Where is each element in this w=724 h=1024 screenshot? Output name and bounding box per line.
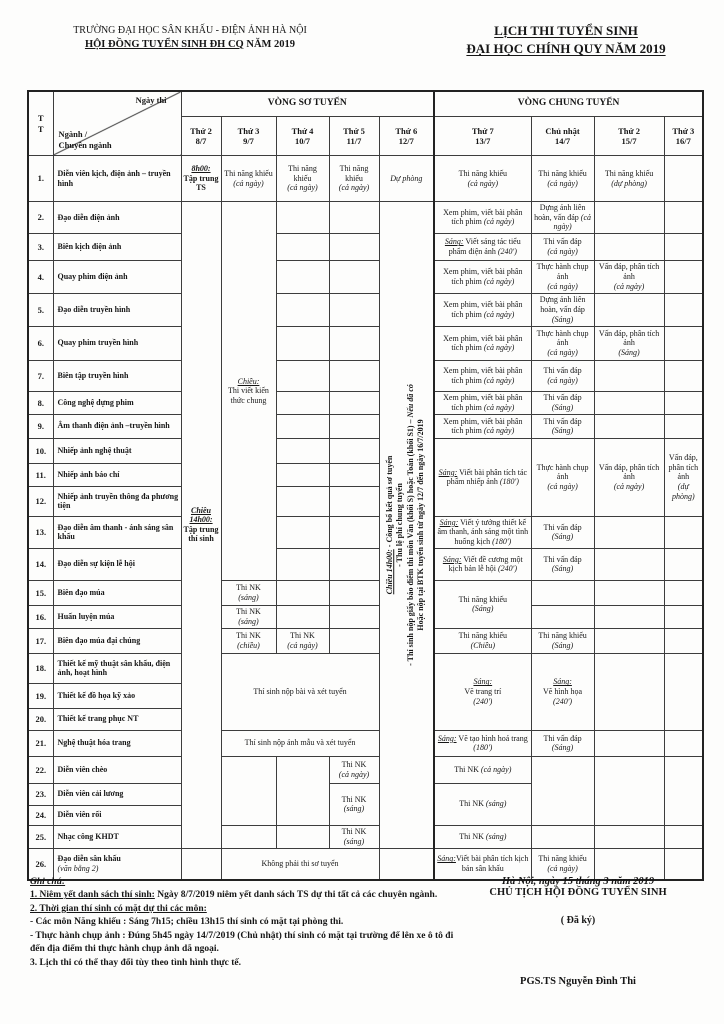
schedule-cell-col6 [329, 414, 379, 438]
document-title [420, 22, 712, 58]
title-line1: LỊCH THI TUYỂN SINH [494, 23, 638, 38]
schedule-cell-col8: Xem phim, viết bài phân tích phim (cả ngày) [434, 414, 531, 438]
schedule-cell-col6 [329, 463, 379, 486]
footnote-line: - Thực hành chụp ảnh : Đúng 5h45 ngày 14/7/2019 (Chủ nhật) thí sinh có mặt tại trường để lên xe ô tô đi đến địa điểm thi thực hành chụp ảnh dã ngoại. [30, 930, 454, 955]
schedule-cell-col8: Thi năng khiếu (Chiều) [434, 628, 531, 653]
schedule-cell-col4: Chiều: Thi viết kiến thức chung [221, 202, 276, 581]
schedule-cell-col9 [531, 756, 594, 825]
schedule-cell-col6 [329, 516, 379, 548]
major-name: Nhạc công KHDT [53, 825, 181, 848]
schedule-cell-col11 [664, 293, 703, 326]
row-number: 14. [28, 548, 53, 580]
day-header-4: Thứ 5 11/7 [329, 117, 379, 156]
schedule-cell-col11 [664, 260, 703, 293]
council-name: HỘI ĐỒNG TUYỂN SINH ĐH CQ NĂM 2019 [84, 38, 296, 50]
schedule-cell-col11 [664, 580, 703, 605]
schedule-cell-col9: Sáng: Vẽ hình họa (240') [531, 653, 594, 730]
schedule-cell-col8: Xem phim, viết bài phân tích phim (cả ngày) [434, 326, 531, 360]
schedule-cell-col8: Sáng: Vẽ trang trí (240') [434, 653, 531, 730]
schedule-cell-col6 [329, 628, 379, 653]
schedule-cell-col10 [594, 414, 664, 438]
schedule-cell-col5 [276, 580, 329, 605]
schedule-cell-col10 [594, 391, 664, 414]
schedule-cell-col11 [664, 414, 703, 438]
row-number: 4. [28, 260, 53, 293]
row-number: 12. [28, 486, 53, 516]
university-header [40, 24, 340, 52]
schedule-cell-col8: Xem phim, viết bài phân tích phim (cả ngày) [434, 293, 531, 326]
schedule-cell-col6: Thi NK (cả ngày) [329, 756, 379, 783]
major-name: Thiết kế mỹ thuật sân khấu, điện ảnh, hoạt hình [53, 653, 181, 683]
schedule-row [28, 156, 703, 202]
schedule-cell-col9: Thực hành chụp ảnh (cả ngày) [531, 326, 594, 360]
schedule-cell-col4: Thi năng khiếu (cả ngày) [221, 156, 276, 202]
schedule-row [28, 756, 703, 783]
schedule-cell-col6 [329, 233, 379, 260]
schedule-cell-col11 [664, 360, 703, 391]
schedule-cell-col8: Thi NK (cả ngày) [434, 756, 531, 783]
schedule-cell-col5: Thi năng khiếu (cả ngày) [276, 156, 329, 202]
schedule-cell-col8: Thi NK (sáng) [434, 825, 531, 848]
row-number: 3. [28, 233, 53, 260]
schedule-cell-col10 [594, 825, 664, 848]
schedule-cell-col6 [329, 360, 379, 391]
schedule-cell-col8: Xem phim, viết bài phân tích phim (cả ngày) [434, 391, 531, 414]
major-name: Quay phim điện ảnh [53, 260, 181, 293]
major-name: Huấn luyện múa [53, 605, 181, 628]
schedule-cell-col10: Vấn đáp, phân tích ảnh (Sáng) [594, 326, 664, 360]
schedule-cell-col5 [276, 605, 329, 628]
footnote-line: Ghi chú: [30, 877, 66, 887]
major-name: Đạo diễn truyền hình [53, 293, 181, 326]
schedule-cell-col11 [664, 391, 703, 414]
schedule-cell-col8: Sáng: Viết đề cương một kịch bản lễ hội (240') [434, 548, 531, 580]
schedule-cell-col4 [221, 825, 276, 848]
schedule-cell-col6 [329, 605, 379, 628]
schedule-cell-col11 [664, 653, 703, 730]
row-number: 26. [28, 848, 53, 880]
major-name: Biên đạo múa đại chúng [53, 628, 181, 653]
major-name: Diễn viên chèo [53, 756, 181, 783]
schedule-cell-col10 [594, 293, 664, 326]
schedule-cell-col9: Thi vấn đáp (Sáng) [531, 391, 594, 414]
schedule-cell-col4: Không phải thi sơ tuyển [221, 848, 379, 880]
row-number: 11. [28, 463, 53, 486]
schedule-cell-col10 [594, 756, 664, 825]
schedule-cell-col5 [276, 233, 329, 260]
major-name: Công nghệ dựng phim [53, 391, 181, 414]
day-header-5: Thứ 6 12/7 [379, 117, 434, 156]
schedule-cell-col6 [329, 548, 379, 580]
major-name: Thiết kế đồ họa kỹ xảo [53, 683, 181, 708]
schedule-row [28, 293, 703, 326]
major-name: Đạo diễn âm thanh - ánh sáng sân khấu [53, 516, 181, 548]
schedule-cell-col10 [594, 580, 664, 605]
schedule-cell-col8: Sáng:Viết bài phân tích kịch bản sân khấu [434, 848, 531, 880]
schedule-row [28, 605, 703, 628]
schedule-row [28, 260, 703, 293]
schedule-cell-col6 [329, 293, 379, 326]
schedule-row [28, 516, 703, 548]
schedule-cell-col9: Dựng ảnh liên hoàn, vấn đáp (Sáng) [531, 293, 594, 326]
major-name: Nhiếp ảnh nghệ thuật [53, 438, 181, 463]
row-number: 15. [28, 580, 53, 605]
schedule-cell-col6 [329, 260, 379, 293]
row-number: 10. [28, 438, 53, 463]
schedule-row [28, 628, 703, 653]
schedule-cell-col8: Thi năng khiếu (cả ngày) [434, 156, 531, 202]
row-number: 1. [28, 156, 53, 202]
schedule-cell-col11 [664, 326, 703, 360]
schedule-cell-col11 [664, 516, 703, 548]
row-number: 16. [28, 605, 53, 628]
schedule-cell-col11 [664, 756, 703, 825]
schedule-row [28, 233, 703, 260]
row-number: 6. [28, 326, 53, 360]
day-header-6: Thứ 7 13/7 [434, 117, 531, 156]
schedule-row [28, 414, 703, 438]
schedule-cell-col6 [329, 326, 379, 360]
schedule-cell-col5 [276, 414, 329, 438]
schedule-cell-col5 [276, 360, 329, 391]
day-header-8: Thứ 2 15/7 [594, 117, 664, 156]
schedule-cell-col8: Thi NK (sáng) [434, 783, 531, 825]
schedule-cell-col7: Dự phòng [379, 156, 434, 202]
schedule-cell-col9: Thi năng khiếu (cả ngày) [531, 156, 594, 202]
major-name: Biên kịch điện ảnh [53, 233, 181, 260]
title-line2: ĐẠI HỌC CHÍNH QUY NĂM 2019 [466, 41, 666, 57]
schedule-cell-col11 [664, 548, 703, 580]
day-header-1: Thứ 2 8/7 [181, 117, 221, 156]
major-name: Nhiếp ảnh báo chí [53, 463, 181, 486]
schedule-cell-col9: Thi vấn đáp (cả ngày) [531, 233, 594, 260]
schedule-cell-col11 [664, 825, 703, 848]
schedule-cell-col9 [531, 580, 594, 605]
schedule-cell-col9: Thi vấn đáp (Sáng) [531, 548, 594, 580]
major-name: Biên tập truyền hình [53, 360, 181, 391]
footnote-line: 1. Niêm yết danh sách thí sinh: Ngày 8/7/2019 niêm yết danh sách TS dự thi tất cả các chuyên ngành. [30, 890, 438, 901]
signature-block [452, 876, 704, 987]
major-name: Âm thanh điện ảnh –truyền hình [53, 414, 181, 438]
schedule-row [28, 825, 703, 848]
exam-schedule-table [27, 90, 704, 881]
schedule-cell-col6 [329, 391, 379, 414]
corner-label-nganh: Ngành / Chuyên ngành [58, 128, 112, 150]
row-number: 24. [28, 805, 53, 825]
major-name: Diễn viên cải lương [53, 783, 181, 805]
row-number: 20. [28, 708, 53, 730]
schedule-cell-col10 [594, 516, 664, 548]
row-number: 5. [28, 293, 53, 326]
schedule-cell-col7 [379, 202, 434, 849]
schedule-cell-col6 [329, 202, 379, 234]
schedule-cell-col11 [664, 628, 703, 653]
major-name: Biên đạo múa [53, 580, 181, 605]
major-name: Đạo diễn điện ảnh [53, 202, 181, 234]
schedule-cell-col8: Sáng: Vẽ tạo hình hoá trang (180') [434, 730, 531, 756]
row-number: 22. [28, 756, 53, 783]
schedule-cell-col5 [276, 516, 329, 548]
row-number: 21. [28, 730, 53, 756]
round1-announcement-rotated-text: Chiều 14h00: - Công bố kết quả sơ tuyển - Thu lệ phí chung tuyển - Thí sinh nộp giấy báo điểm thi môn Văn (khối S) hoặc Toán (khối S1) – Nếu đã có Hoặc nộp tại BTK tuyển sinh từ ngày 12/7 đến ngày 16/7/2019 [385, 384, 426, 666]
schedule-cell-col5 [276, 391, 329, 414]
col-header-tt: TT [28, 91, 53, 156]
schedule-cell-col11 [664, 156, 703, 202]
schedule-row [28, 580, 703, 605]
day-header-3: Thứ 4 10/7 [276, 117, 329, 156]
schedule-cell-col4 [221, 756, 276, 825]
row-number: 2. [28, 202, 53, 234]
schedule-cell-col8: Sáng: Viết sáng tác tiểu phẩm điện ảnh (240') [434, 233, 531, 260]
signature-signed: ( Đã ký) [560, 915, 596, 926]
signature-place-date: Hà Nội, ngày 15 tháng 3 năm 2019 [501, 876, 655, 887]
schedule-row [28, 202, 703, 234]
schedule-cell-col11 [664, 730, 703, 756]
schedule-cell-col6: Thi NK (sáng) [329, 825, 379, 848]
schedule-cell-col11 [664, 202, 703, 234]
schedule-cell-col5 [276, 486, 329, 516]
schedule-cell-col9: Thi vấn đáp (Sáng) [531, 516, 594, 548]
schedule-cell-col5 [276, 202, 329, 234]
major-name: Nghệ thuật hóa trang [53, 730, 181, 756]
schedule-cell-col10 [594, 653, 664, 730]
schedule-cell-col5: Thi NK (cả ngày) [276, 628, 329, 653]
schedule-cell-col5 [276, 438, 329, 463]
row-number: 13. [28, 516, 53, 548]
major-name: Thiết kế trang phục NT [53, 708, 181, 730]
row-number: 17. [28, 628, 53, 653]
schedule-cell-col6: Thi năng khiếu (cả ngày) [329, 156, 379, 202]
schedule-cell-col6: Thi NK (sáng) [329, 783, 379, 825]
university-name: TRƯỜNG ĐẠI HỌC SÂN KHẤU - ĐIỆN ẢNH HÀ NỘI [73, 25, 307, 36]
schedule-cell-col11: Vấn đáp, phân tích ảnh (dự phòng) [664, 438, 703, 516]
major-name: Quay phim truyền hình [53, 326, 181, 360]
schedule-cell-col3: 8h00: Tập trung TS [181, 156, 221, 202]
schedule-cell-col5 [276, 326, 329, 360]
major-name: Đạo diễn sự kiện lễ hội [53, 548, 181, 580]
schedule-cell-col10 [594, 360, 664, 391]
footnotes [30, 876, 460, 970]
schedule-cell-col10 [594, 202, 664, 234]
footnote-line: - Các môn Năng khiếu : Sáng 7h15; chiều 13h15 thí sinh có mặt tại phòng thi. [30, 917, 344, 928]
schedule-cell-col9: Thi vấn đáp (Sáng) [531, 730, 594, 756]
schedule-cell-col10 [594, 548, 664, 580]
schedule-cell-col10 [594, 605, 664, 628]
schedule-cell-col10: Thi năng khiếu (dự phòng) [594, 156, 664, 202]
schedule-cell-col4: Thi NK (sáng) [221, 605, 276, 628]
major-name: Đạo diễn sân khấu (văn bằng 2) [53, 848, 181, 880]
schedule-cell-col8: Xem phim, viết bài phân tích phim (cả ngày) [434, 260, 531, 293]
schedule-cell-col6 [329, 580, 379, 605]
schedule-cell-col9: Thực hành chụp ảnh (cả ngày) [531, 260, 594, 293]
schedule-cell-col5 [276, 756, 329, 825]
schedule-cell-col8: Sáng: Viết bài phân tích tác phẩm nhiếp ảnh (180') [434, 438, 531, 516]
day-header-2: Thứ 3 9/7 [221, 117, 276, 156]
schedule-cell-col5 [276, 293, 329, 326]
day-header-7: Chủ nhật 14/7 [531, 117, 594, 156]
row-number: 7. [28, 360, 53, 391]
schedule-cell-col9 [531, 605, 594, 628]
schedule-cell-col6 [329, 438, 379, 463]
schedule-cell-col3: Chiều 14h00: Tập trung thí sinh [181, 202, 221, 849]
schedule-row [28, 438, 703, 463]
schedule-row [28, 391, 703, 414]
schedule-cell-col8: Xem phim, viết bài phân tích phim (cả ngày) [434, 360, 531, 391]
col-header-nganh-ngaythi [53, 91, 181, 156]
schedule-row [28, 326, 703, 360]
schedule-cell-col10 [594, 730, 664, 756]
schedule-cell-col10 [594, 233, 664, 260]
schedule-cell-col11 [664, 233, 703, 260]
major-name: Diễn viên rối [53, 805, 181, 825]
schedule-cell-col4: Thí sinh nộp bài và xét tuyển [221, 653, 379, 730]
row-number: 25. [28, 825, 53, 848]
row-number: 8. [28, 391, 53, 414]
schedule-cell-col6 [329, 486, 379, 516]
corner-label-ngay-thi: Ngày thi [135, 95, 167, 105]
footnote-line: 3. Lịch thi có thể thay đổi tùy theo tình hình thực tế. [30, 957, 242, 968]
schedule-cell-col4: Thí sinh nộp ảnh mẫu và xét tuyển [221, 730, 379, 756]
schedule-row [28, 548, 703, 580]
schedule-cell-col9: Thi năng khiếu (Sáng) [531, 628, 594, 653]
schedule-cell-col9: Dựng ảnh liên hoàn, vấn đáp (cả ngày) [531, 202, 594, 234]
header-round-row [28, 91, 703, 117]
schedule-cell-col9: Thi vấn đáp (Sáng) [531, 414, 594, 438]
schedule-row [28, 360, 703, 391]
schedule-cell-col5 [276, 825, 329, 848]
schedule-cell-col5 [276, 463, 329, 486]
schedule-cell-col8: Sáng: Viết ý tưởng thiết kế âm thanh, ánh sáng một tình huống kịch (180') [434, 516, 531, 548]
schedule-cell-col8: Xem phim, viết bài phân tích phim (cả ngày) [434, 202, 531, 234]
round2-header: VÒNG CHUNG TUYỂN [434, 91, 703, 117]
day-header-9: Thứ 3 16/7 [664, 117, 703, 156]
schedule-cell-col10 [594, 628, 664, 653]
schedule-cell-col5 [276, 260, 329, 293]
round1-header: VÒNG SƠ TUYỂN [181, 91, 434, 117]
row-number: 9. [28, 414, 53, 438]
schedule-cell-col4: Thi NK (chiều) [221, 628, 276, 653]
row-number: 18. [28, 653, 53, 683]
schedule-cell-col9 [531, 825, 594, 848]
schedule-cell-col10: Vấn đáp, phân tích ảnh (cả ngày) [594, 438, 664, 516]
row-number: 19. [28, 683, 53, 708]
footnote-line: 2. Thời gian thí sinh có mặt dự thi các môn: [30, 903, 207, 914]
major-name: Diễn viên kịch, điện ảnh – truyền hình [53, 156, 181, 202]
signature-role: CHỦ TỊCH HỘI ĐỒNG TUYỂN SINH [489, 887, 667, 898]
schedule-cell-col10: Vấn đáp, phân tích ảnh (cả ngày) [594, 260, 664, 293]
schedule-cell-col9: Thi năng khiếu (cả ngày) [531, 848, 594, 880]
schedule-cell-col8: Thi năng khiếu (Sáng) [434, 580, 531, 628]
schedule-cell-col9: Thi vấn đáp (cả ngày) [531, 360, 594, 391]
schedule-cell-col11 [664, 605, 703, 628]
schedule-cell-col4: Thi NK (sáng) [221, 580, 276, 605]
schedule-row [28, 653, 703, 683]
row-number: 23. [28, 783, 53, 805]
schedule-cell-col9: Thực hành chụp ảnh (cả ngày) [531, 438, 594, 516]
schedule-cell-col5 [276, 548, 329, 580]
major-name: Nhiếp ảnh truyền thông đa phương tiện [53, 486, 181, 516]
signature-name: PGS.TS Nguyễn Đình Thi [520, 976, 636, 987]
schedule-row [28, 730, 703, 756]
